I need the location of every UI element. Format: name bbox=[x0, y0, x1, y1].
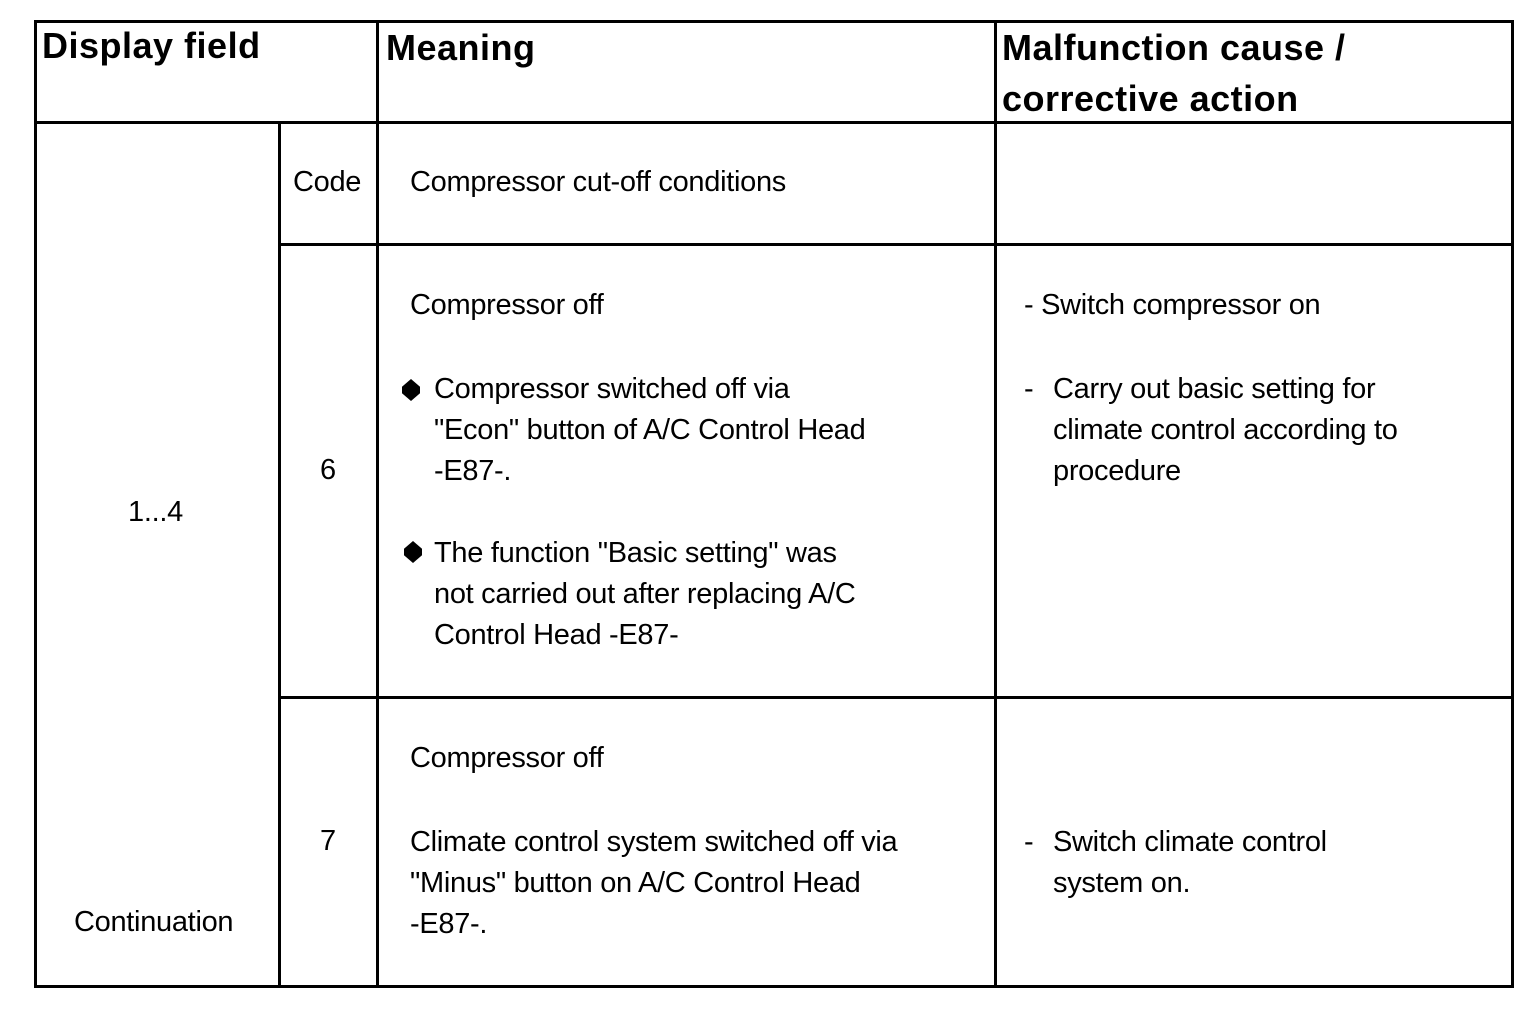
row6-bullet2-line1: The function "Basic setting" was bbox=[434, 537, 837, 569]
display-field-value: 1...4 bbox=[128, 496, 183, 528]
row6-bullet1-line2: "Econ" button of A/C Control Head bbox=[434, 414, 866, 446]
header-malfunction-line1: Malfunction cause / bbox=[1002, 27, 1346, 68]
row-divider-6 bbox=[278, 696, 1514, 699]
row6-title: Compressor off bbox=[410, 289, 604, 321]
row7-action-dash: - bbox=[1024, 826, 1034, 858]
row7-action-line2: system on. bbox=[1053, 867, 1191, 899]
header-divider bbox=[34, 121, 1514, 124]
row-divider-code bbox=[278, 243, 1514, 246]
row7-title: Compressor off bbox=[410, 742, 604, 774]
header-meaning: Meaning bbox=[386, 27, 536, 68]
row6-action2-line3: procedure bbox=[1053, 455, 1181, 487]
code-label: Code bbox=[293, 166, 362, 198]
row7-action-line1: Switch climate control bbox=[1053, 826, 1327, 858]
column-divider-action bbox=[994, 20, 997, 988]
row6-bullet2-line3: Control Head -E87- bbox=[434, 619, 679, 651]
row6-action2-dash: - bbox=[1024, 373, 1034, 405]
header-malfunction-line2: corrective action bbox=[1002, 78, 1299, 119]
row6-action2-line2: climate control according to bbox=[1053, 414, 1398, 446]
row6-action2-line1: Carry out basic setting for bbox=[1053, 373, 1376, 405]
row6-action1: - Switch compressor on bbox=[1024, 289, 1321, 321]
row7-meaning-line1: Climate control system switched off via bbox=[410, 826, 898, 858]
row7-meaning-line2: "Minus" button on A/C Control Head bbox=[410, 867, 861, 899]
header-display-field: Display field bbox=[42, 25, 261, 66]
code-row-meaning: Compressor cut-off conditions bbox=[410, 166, 786, 198]
row7-meaning-line3: -E87-. bbox=[410, 908, 488, 940]
row6-bullet1-line3: -E87-. bbox=[434, 455, 512, 487]
row6-bullet1-line1: Compressor switched off via bbox=[434, 373, 790, 405]
row6-bullet2-line2: not carried out after replacing A/C bbox=[434, 578, 856, 610]
row6-code: 6 bbox=[320, 454, 336, 486]
display-field-continuation: Continuation bbox=[74, 906, 234, 938]
column-divider-code bbox=[278, 122, 281, 988]
row7-code: 7 bbox=[320, 825, 336, 857]
column-divider-meaning bbox=[376, 20, 379, 988]
